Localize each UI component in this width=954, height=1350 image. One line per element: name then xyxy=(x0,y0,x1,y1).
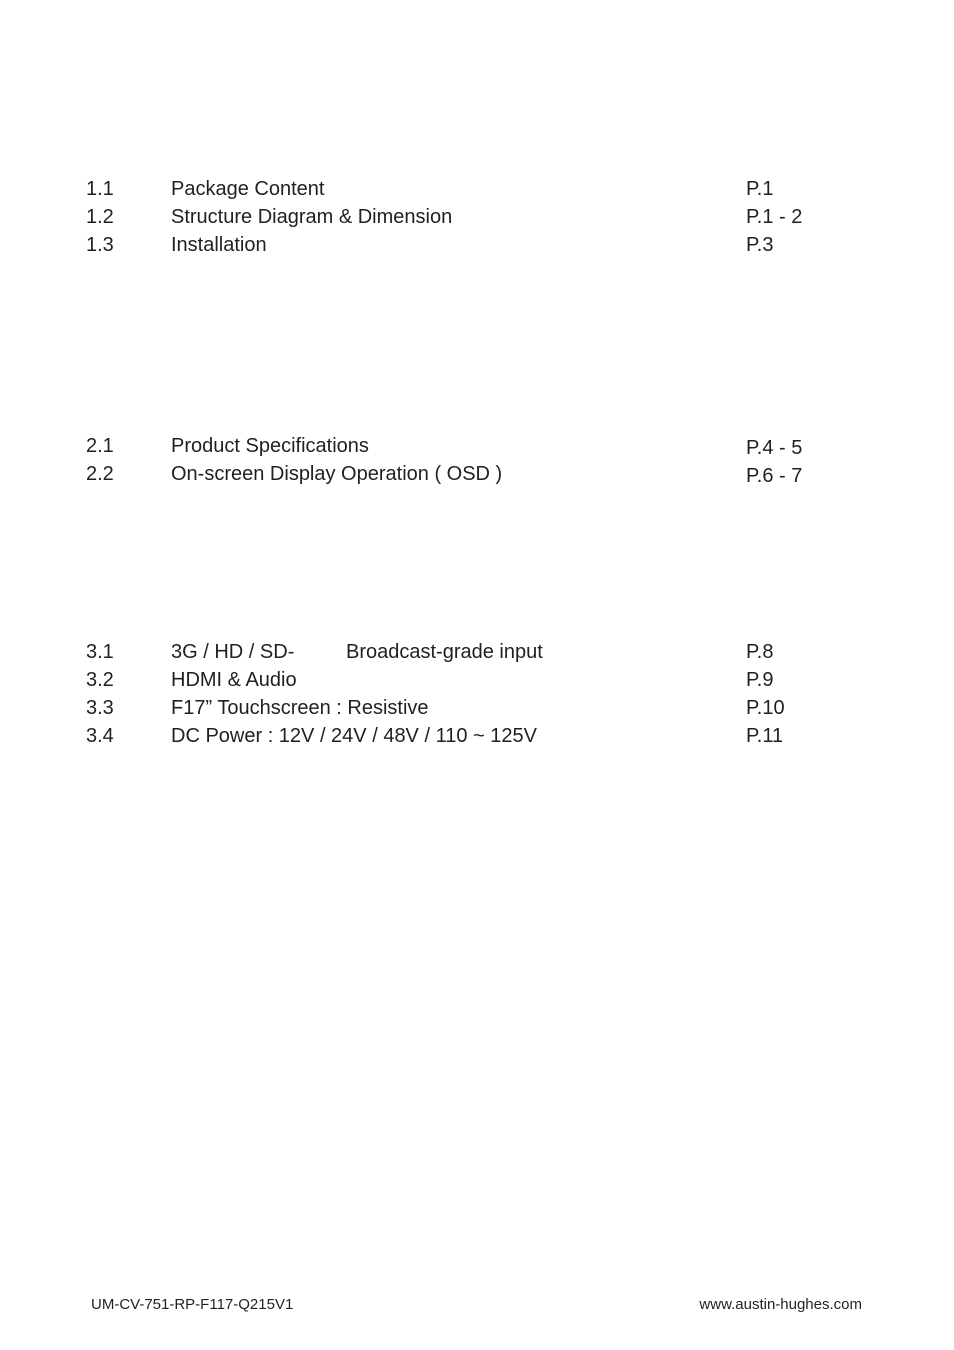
footer-website-link[interactable]: www.austin-hughes.com xyxy=(699,1296,862,1313)
toc-entry-page: P.8 xyxy=(746,641,774,663)
toc-entry-title: Installation xyxy=(171,234,267,256)
toc-entry-number: 3.2 xyxy=(86,669,114,691)
toc-entry-number: 1.3 xyxy=(86,234,114,256)
toc-entry-title: Package Content xyxy=(171,178,325,200)
toc-entry-title: DC Power : 12V / 24V / 48V / 110 ~ 125V xyxy=(171,725,537,747)
toc-entry-3-4[interactable] xyxy=(0,722,954,750)
toc-entry-1-1[interactable] xyxy=(0,175,954,203)
toc-entry-number: 2.2 xyxy=(86,463,114,485)
toc-entry-title: F17” Touchscreen : Resistive xyxy=(171,697,429,719)
toc-entry-number: 3.3 xyxy=(86,697,114,719)
toc-entry-title: 3G / HD / SD- xyxy=(171,641,295,663)
toc-entry-page: P.1 - 2 xyxy=(746,206,803,228)
toc-entry-page: P.1 xyxy=(746,178,774,200)
toc-entry-3-1[interactable] xyxy=(0,638,954,666)
toc-entry-page: P.3 xyxy=(746,234,774,256)
toc-entry-1-2[interactable] xyxy=(0,203,954,231)
toc-entry-number: 3.4 xyxy=(86,725,114,747)
toc-entry-3-3[interactable] xyxy=(0,694,954,722)
toc-entry-3-2[interactable] xyxy=(0,666,954,694)
toc-entry-number: 3.1 xyxy=(86,641,114,663)
toc-entry-number: 1.1 xyxy=(86,178,114,200)
toc-entry-title: On-screen Display Operation ( OSD ) xyxy=(171,463,503,485)
toc-entry-page: P.4 - 5 xyxy=(746,437,803,459)
toc-entry-title: Structure Diagram & Dimension xyxy=(171,206,453,228)
toc-entry-title-continuation: Broadcast-grade input xyxy=(346,641,543,663)
toc-entry-1-3[interactable] xyxy=(0,231,954,259)
toc-entry-page: P.10 xyxy=(746,697,785,719)
toc-entry-title: HDMI & Audio xyxy=(171,669,297,691)
footer-document-code: UM-CV-751-RP-F117-Q215V1 xyxy=(91,1296,294,1313)
toc-entry-2-2[interactable] xyxy=(0,460,954,488)
toc-entry-page: P.11 xyxy=(746,725,784,747)
toc-entry-page: P.6 - 7 xyxy=(746,465,803,487)
toc-entry-2-1[interactable] xyxy=(0,432,954,460)
toc-entry-title: Product Specifications xyxy=(171,435,369,457)
toc-entry-number: 2.1 xyxy=(86,435,114,457)
toc-entry-number: 1.2 xyxy=(86,206,114,228)
toc-entry-page: P.9 xyxy=(746,669,774,691)
